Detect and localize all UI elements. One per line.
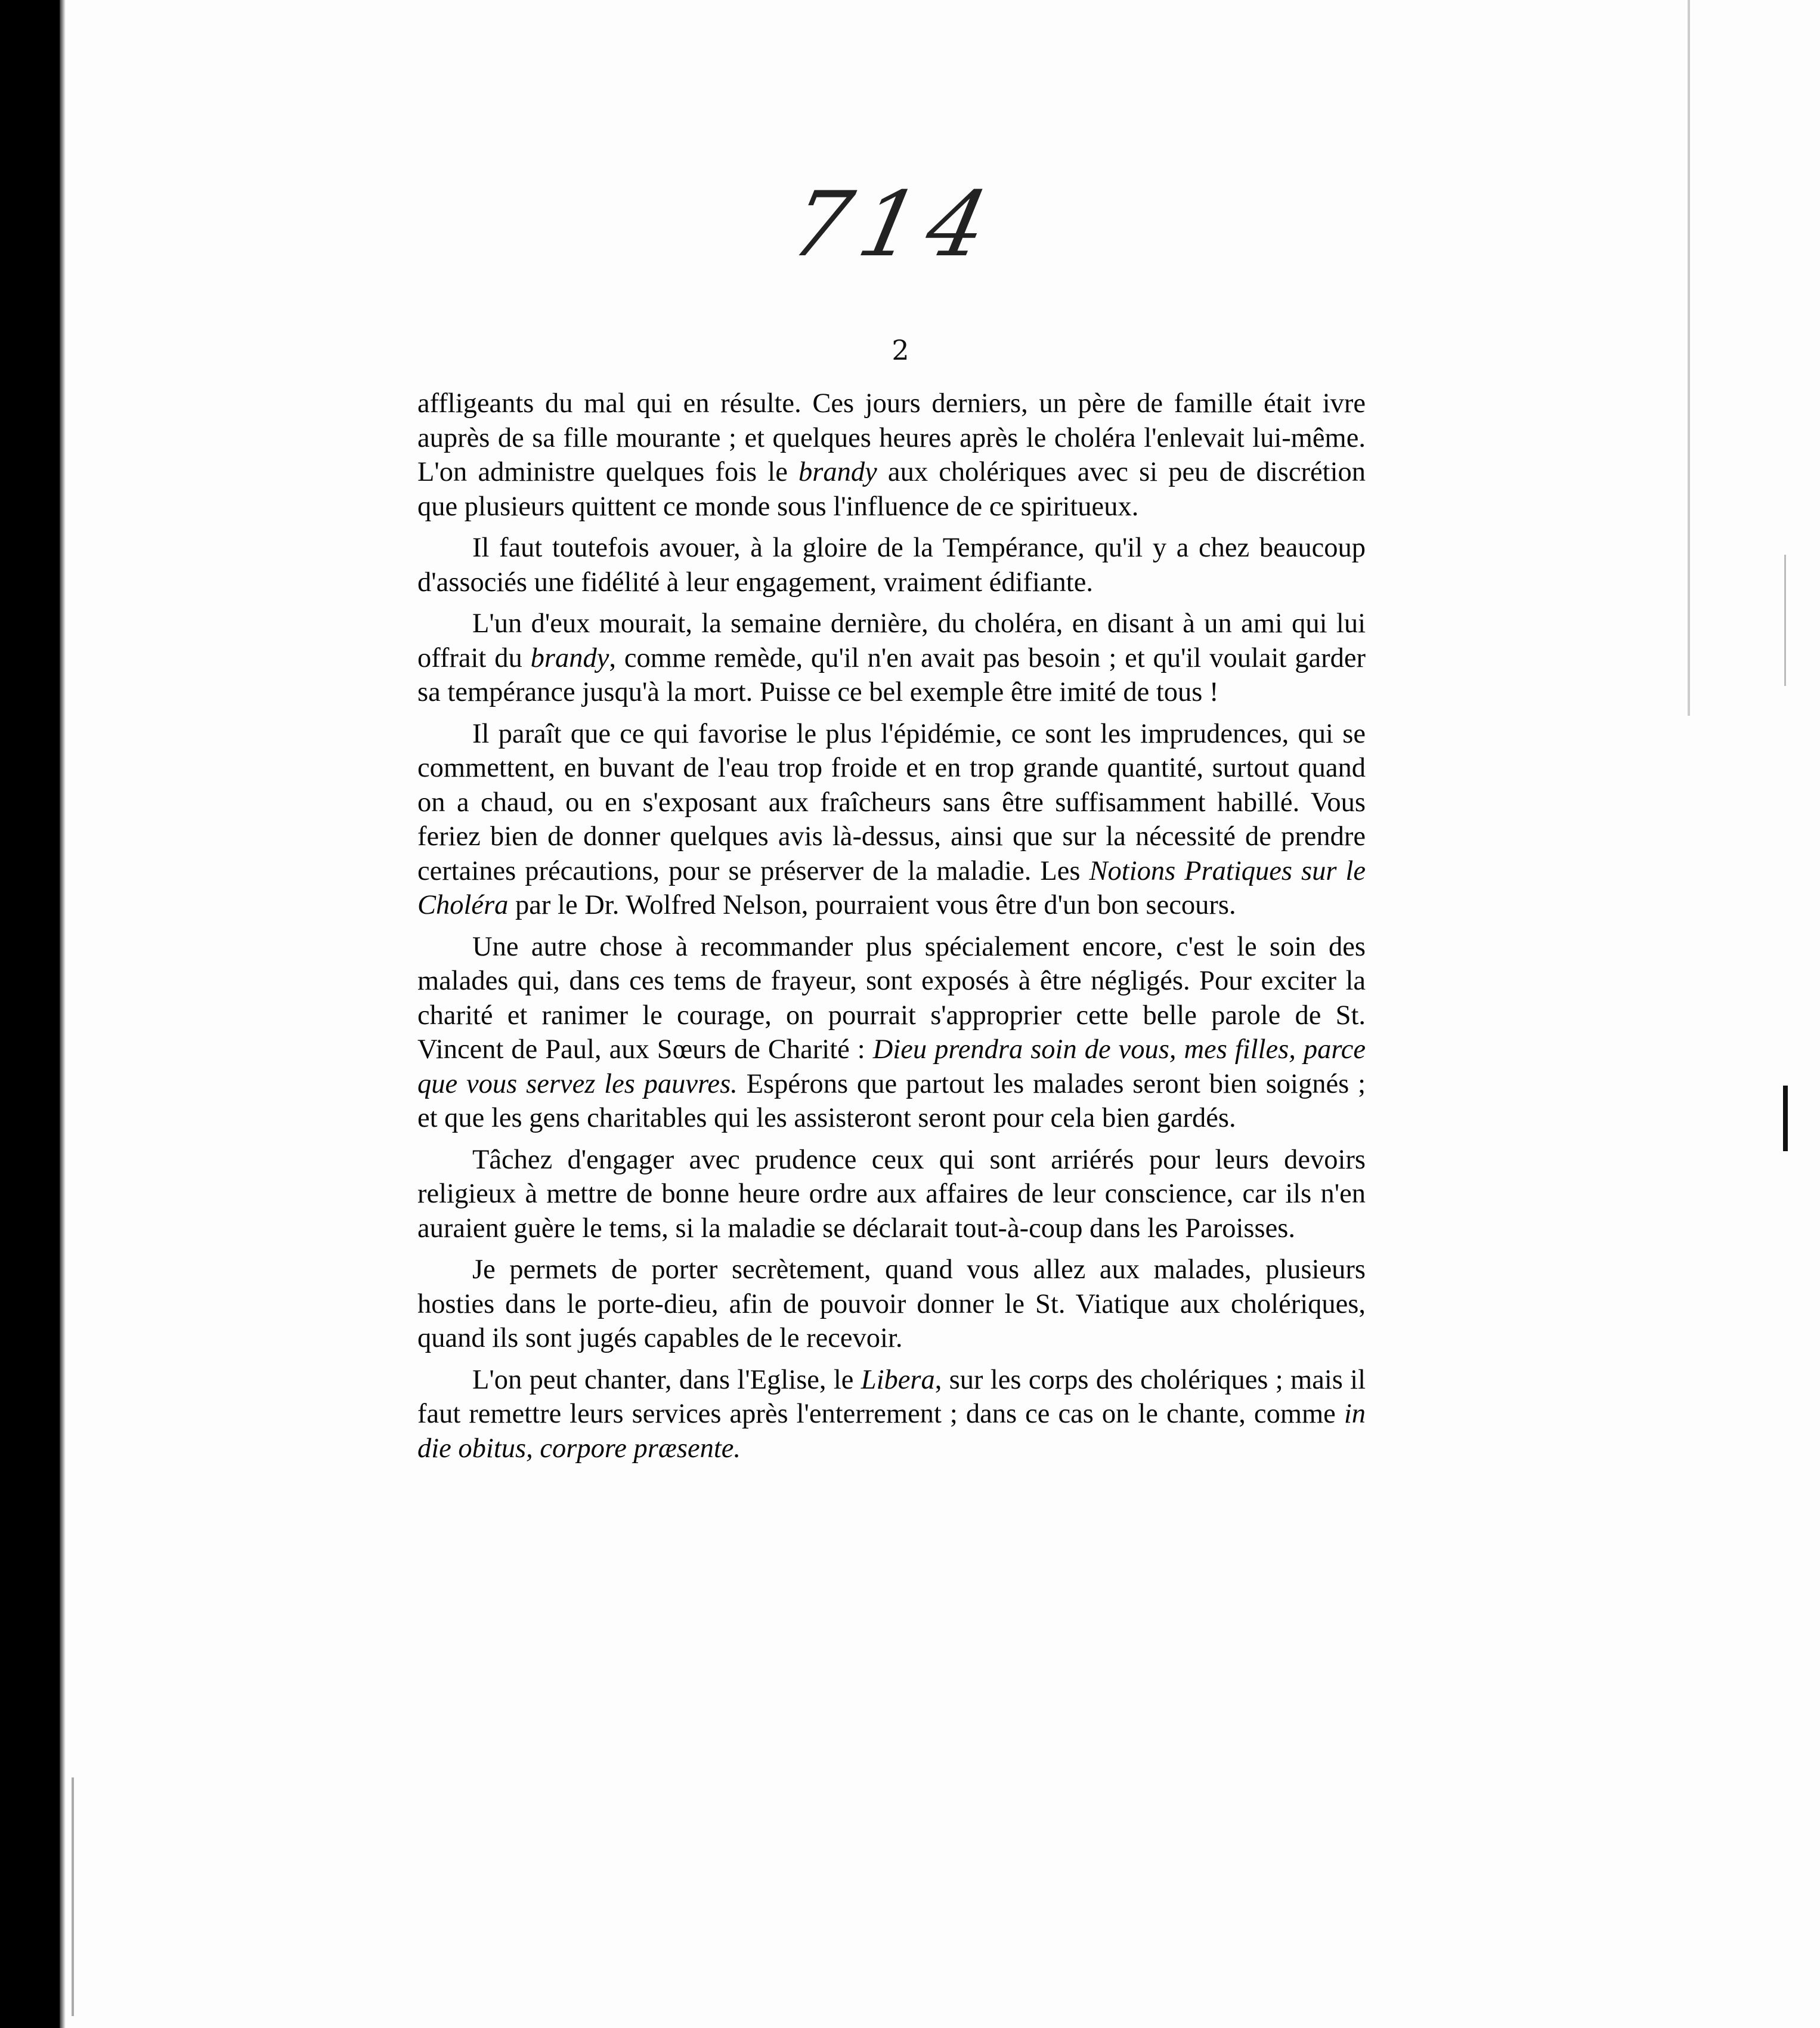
paragraph: Une autre chose à recommander plus spécialement encore, c'est le soin des malades qui, dans ces tems de frayeur, sont exposés à être négligés. Pour exciter la charité et ranimer le courage, on pourrait s'approprier cette belle parole de St. Vincent de Paul, aux Sœurs de Charité : Dieu prendra soin de vous, mes filles, parce que vous servez les pauvres. Espérons que partout les malades seront bien soignés ; et que les gens charitables qui les assisteront seront pour cela bien gardés. <box>417 931 1366 1133</box>
paragraph: Tâchez d'engager avec prudence ceux qui sont arriérés pour leurs devoirs religieux à mettre de bonne heure ordre aux affaires de leur conscience, car ils n'en auraient guère le tems, si la maladie se déclarait tout-à-coup dans les Paroisses. <box>417 1144 1366 1244</box>
scan-artifact-mark <box>1783 1086 1788 1151</box>
paragraph: Il faut toutefois avouer, à la gloire de la Tempérance, qu'il y a chez beaucoup d'associés une fidélité à leur engagement, vraiment édifiante. <box>417 533 1366 598</box>
scan-artifact-line <box>1688 0 1690 716</box>
paragraph: L'un d'eux mourait, la semaine dernière, du choléra, en disant à un ami qui lui offrait du brandy, comme remède, qu'il n'en avait pas besoin ; et qu'il voulait garder sa tempérance jusqu'à la mort. Puisse ce bel exemple être imité de tous ! <box>417 608 1366 707</box>
paragraph: Je permets de porter secrètement, quand vous allez aux malades, plusieurs hosties dans le porte-dieu, afin de pouvoir donner le St. Viatique aux cholériques, quand ils sont jugés capables de le recevoir. <box>417 1254 1366 1353</box>
body-text <box>417 387 1366 1473</box>
scan-artifact-line <box>1784 555 1786 686</box>
paragraph: L'on peut chanter, dans l'Eglise, le Libera, sur les corps des cholériques ; mais il faut remettre leurs services après l'enterrement ; dans ce cas on le chante, comme in die obitus, corpore præsente. <box>417 1364 1366 1464</box>
page-left-edge <box>60 0 66 2028</box>
handwritten-annotation: 714 <box>782 173 1007 277</box>
paragraph: affligeants du mal qui en résulte. Ces jours derniers, un père de famille était ivre auprès de sa fille mourante ; et quelques heures après le choléra l'enlevait lui-même. L'on administre quelques fois le brandy aux cholériques avec si peu de discrétion que plusieurs quittent ce monde sous l'influence de ce spiritueux. <box>417 388 1366 522</box>
scan-artifact-line <box>72 1777 74 2016</box>
page-number: 2 <box>892 334 909 366</box>
paragraph: Il paraît que ce qui favorise le plus l'épidémie, ce sont les imprudences, qui se commettent, en buvant de l'eau trop froide et en trop grande quantité, surtout quand on a chaud, ou en s'exposant aux fraîcheurs sans être suffisamment habillé. Vous feriez bien de donner quelques avis là-dessus, ainsi que sur la nécessité de prendre certaines précautions, pour se préserver de la maladie. Les Notions Pratiques sur le Choléra par le Dr. Wolfred Nelson, pourraient vous être d'un bon secours. <box>417 718 1366 920</box>
